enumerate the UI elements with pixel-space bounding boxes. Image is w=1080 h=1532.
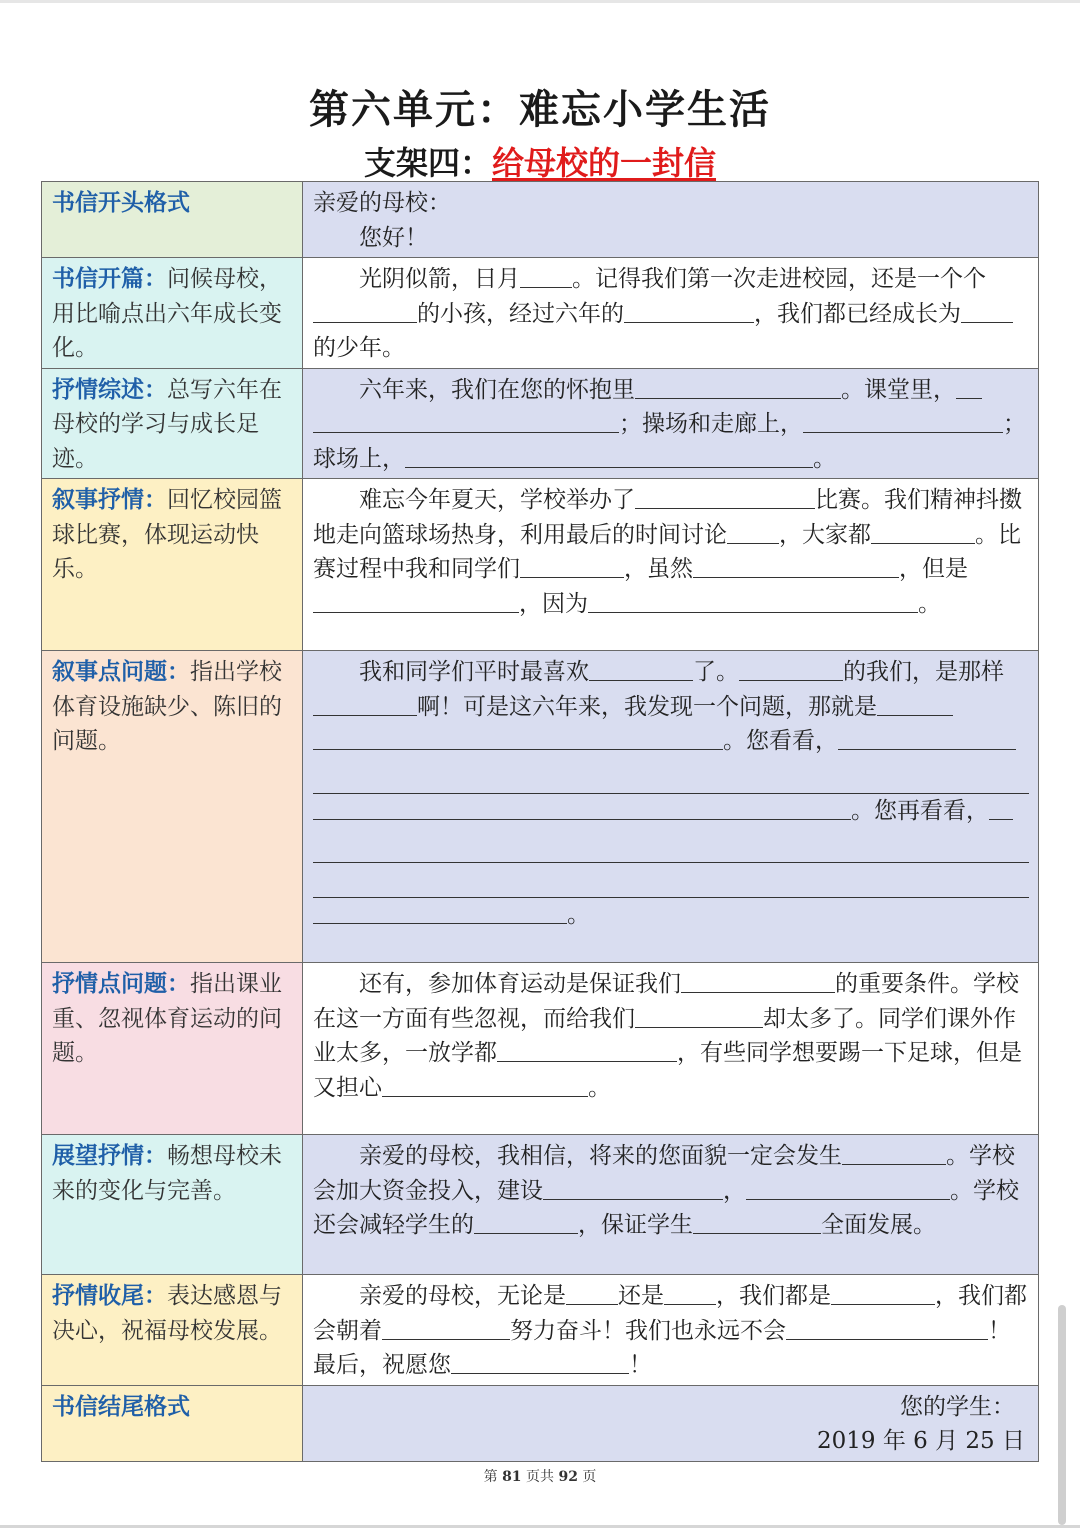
text-segment: ，有些同学想要踢一下足球，但是又担心 — [313, 1040, 1022, 1101]
top-border — [0, 0, 1080, 3]
text-segment: 努力奋斗！我们也永远不会 — [510, 1317, 786, 1344]
row-label — [42, 1385, 303, 1461]
fill-blank[interactable] — [624, 298, 754, 323]
fill-blank[interactable] — [382, 1315, 510, 1340]
fill-blank[interactable] — [543, 1175, 723, 1200]
row-label-text: 回忆校园篮球比赛，体现运动快乐。 — [52, 487, 282, 582]
text-segment: 球场上， — [313, 445, 405, 472]
text-segment: ！ — [629, 1352, 652, 1378]
text-segment: 。学校会加大资金投入，建设 — [313, 1143, 1015, 1204]
text-segment: 比赛。我们精神抖擞地走向篮球场热身，利用最后的时间讨论 — [313, 487, 1022, 548]
text-segment: ，保证学生 — [578, 1212, 693, 1238]
subtitle-prefix: 支架四： — [363, 144, 492, 182]
row-content — [303, 479, 1039, 651]
fill-blank[interactable] — [838, 725, 1016, 750]
current-page-number: 81 — [502, 1469, 522, 1485]
table-row — [42, 1385, 1039, 1461]
fill-blank[interactable] — [497, 1037, 677, 1062]
text-segment: 。您看看， — [723, 728, 838, 754]
fill-blank[interactable] — [313, 899, 567, 924]
page-footer — [0, 1466, 1080, 1486]
fill-blank[interactable] — [681, 968, 835, 993]
row-label-text: 指出学校体育设施缺少、陈旧的问题。 — [52, 659, 282, 754]
row-label-head: 叙事点问题： — [52, 659, 190, 685]
row-label-text: 总写六年在母校的学习与成长足迹。 — [52, 376, 282, 472]
row-label-head: 书信开篇： — [52, 266, 167, 292]
fill-blank[interactable] — [520, 553, 624, 578]
table-row — [42, 258, 1039, 369]
subtitle-highlight: 给母校的一封信 — [492, 144, 717, 182]
text-segment: 的少年。 — [313, 335, 405, 361]
row-label-head: 展望抒情： — [52, 1143, 167, 1169]
text-segment: ！最后，祝愿您 — [313, 1317, 1011, 1378]
text-segment: 啊！可是这六年来，我发现一个问题，那就是 — [417, 693, 877, 720]
fill-blank[interactable] — [635, 484, 815, 509]
row-content — [303, 182, 1039, 258]
fill-line[interactable] — [313, 828, 1029, 863]
text-segment: 还是 — [618, 1283, 664, 1309]
row-label-text: 问候母校，用比喻点出六年成长变化。 — [52, 266, 282, 361]
fill-blank[interactable] — [520, 263, 572, 288]
text-segment: 。比赛过程中我和同学们 — [313, 521, 1021, 582]
row-content — [303, 963, 1039, 1135]
text-segment: 亲爱的母校，我相信，将来的您面貌一定会发生 — [359, 1143, 842, 1169]
greeting-text: 亲爱的母校： — [313, 190, 451, 216]
row-label — [42, 963, 303, 1135]
fill-blank[interactable] — [566, 1280, 618, 1305]
text-segment: 。学校还会减轻学生的 — [313, 1177, 1019, 1238]
row-label-head: 抒情综述： — [52, 376, 167, 403]
text-segment: 。 — [567, 902, 590, 928]
fill-line[interactable] — [313, 759, 1029, 794]
row-content — [303, 651, 1039, 963]
text-segment: 六年来，我们在您的怀抱里 — [359, 376, 635, 403]
row-label-text: 畅想母校未来的变化与完善。 — [52, 1143, 282, 1204]
letter-date: 2019 年 6 月 25 日 — [817, 1428, 1025, 1454]
text-segment: 。 — [588, 1074, 611, 1101]
fill-blank[interactable] — [382, 1072, 588, 1097]
row-content — [303, 1385, 1039, 1461]
text-segment: 亲爱的母校，无论是 — [359, 1283, 566, 1309]
fill-blank[interactable] — [474, 1209, 578, 1234]
fill-blank[interactable] — [877, 691, 953, 716]
table-row — [42, 1135, 1039, 1275]
signature-text: 您的学生： — [900, 1393, 1015, 1420]
table-row — [42, 182, 1039, 258]
text-segment: ，我们都是 — [716, 1283, 831, 1309]
text-segment: 。您再看看， — [851, 797, 989, 824]
row-label — [42, 182, 303, 258]
total-page-number: 92 — [558, 1469, 578, 1485]
text-segment: 。 — [918, 590, 941, 617]
fill-blank[interactable] — [405, 443, 813, 468]
text-segment: 个 — [963, 266, 986, 292]
row-label — [42, 258, 303, 369]
text-segment: ，我们都会朝着 — [313, 1283, 1027, 1344]
fill-blank[interactable] — [842, 1140, 946, 1165]
row-label-head: 书信结尾格式 — [52, 1393, 190, 1420]
page-title: 第六单元：难忘小学生活 — [309, 87, 771, 133]
fill-blank[interactable] — [739, 656, 843, 681]
text-segment: 了。 — [693, 659, 739, 685]
row-label-head: 抒情点问题： — [52, 971, 190, 997]
fill-blank[interactable] — [924, 1175, 950, 1200]
fill-blank[interactable] — [989, 795, 1013, 820]
text-segment: ，虽然 — [624, 556, 693, 582]
fill-blank[interactable] — [313, 298, 417, 323]
text-segment: ，大家都 — [779, 521, 871, 548]
fill-blank[interactable] — [664, 1280, 716, 1305]
fill-blank[interactable] — [923, 519, 975, 544]
fill-blank[interactable] — [313, 588, 519, 613]
fill-line[interactable] — [313, 863, 1029, 898]
row-label-text: 表达感恩与决心，祝福母校发展。 — [52, 1283, 282, 1344]
text-segment: ， — [723, 1177, 746, 1204]
fill-blank[interactable] — [313, 691, 417, 716]
fill-blank[interactable] — [746, 1175, 924, 1200]
text-segment: ，我们都已经成长为 — [754, 300, 961, 327]
fill-blank[interactable] — [313, 795, 851, 820]
row-label-head: 书信开头格式 — [52, 190, 190, 216]
fill-blank[interactable] — [313, 408, 619, 433]
scrollbar-thumb[interactable] — [1058, 1305, 1066, 1525]
fill-blank[interactable] — [961, 298, 1013, 323]
fill-blank[interactable] — [588, 588, 918, 613]
letter-scaffold-table — [41, 181, 1039, 1462]
row-label-head: 抒情收尾： — [52, 1283, 167, 1309]
fill-blank[interactable] — [693, 553, 899, 578]
table-row — [42, 368, 1039, 479]
text-segment: ，因为 — [519, 590, 588, 617]
row-content — [303, 1135, 1039, 1275]
footer-text: 第 — [483, 1469, 503, 1485]
fill-blank[interactable] — [786, 1315, 936, 1340]
fill-blank[interactable] — [831, 1280, 935, 1305]
table-row — [42, 651, 1039, 963]
text-segment: ， — [899, 556, 922, 582]
footer-text: 页 — [577, 1469, 597, 1485]
row-label — [42, 479, 303, 651]
fill-blank[interactable] — [871, 519, 923, 544]
row-label-head: 叙事抒情： — [52, 487, 167, 513]
fill-blank[interactable] — [635, 374, 841, 399]
fill-blank[interactable] — [589, 656, 693, 681]
row-label — [42, 1275, 303, 1386]
text-segment: 全面发展。 — [821, 1212, 936, 1238]
text-segment: 但是 — [922, 556, 968, 582]
text-segment: 还有，参加体育运动是保证我们 — [359, 971, 681, 997]
text-segment: 却太多了。同学们课外作业太多，一放学都 — [313, 1005, 1016, 1066]
text-segment: 的重要条件。学校在这一方面有些忽视，而给我们 — [313, 971, 1019, 1032]
text-segment: 。 — [813, 445, 836, 472]
text-segment: 的我们，是那样 — [843, 659, 1004, 685]
text-segment: 。记得我们第一次走进校园，还是一个 — [572, 266, 963, 292]
text-segment: 我和同学们平时最喜欢 — [359, 659, 589, 685]
text-segment: 的小孩，经过六年的 — [417, 300, 624, 327]
fill-blank[interactable] — [635, 1003, 763, 1028]
row-content — [303, 258, 1039, 369]
row-content — [303, 368, 1039, 479]
table-row — [42, 963, 1039, 1135]
row-label — [42, 1135, 303, 1275]
text-segment: 光阴似箭，日月 — [359, 266, 520, 292]
table-row — [42, 1275, 1039, 1386]
row-label — [42, 368, 303, 479]
bottom-border — [0, 1525, 1080, 1528]
fill-blank[interactable] — [956, 374, 982, 399]
text-segment: ；操场和走廊上， — [619, 411, 803, 437]
footer-text: 页共 — [521, 1469, 559, 1485]
fill-blank[interactable] — [451, 1349, 629, 1374]
text-segment: 难忘今年夏天，学校举办了 — [359, 487, 635, 513]
row-label — [42, 651, 303, 963]
fill-blank[interactable] — [313, 725, 723, 750]
row-content — [303, 1275, 1039, 1386]
fill-blank[interactable] — [936, 1315, 988, 1340]
page-subtitle — [0, 138, 1080, 184]
fill-blank[interactable] — [693, 1209, 821, 1234]
text-segment: ； — [1003, 411, 1026, 437]
text-segment: 。课堂里， — [841, 376, 956, 403]
fill-blank[interactable] — [803, 408, 1003, 433]
row-label-text: 指出课业重、忽视体育运动的问题。 — [52, 971, 282, 1066]
hello-text: 您好！ — [359, 224, 428, 251]
table-row — [42, 479, 1039, 651]
fill-blank[interactable] — [727, 519, 779, 544]
